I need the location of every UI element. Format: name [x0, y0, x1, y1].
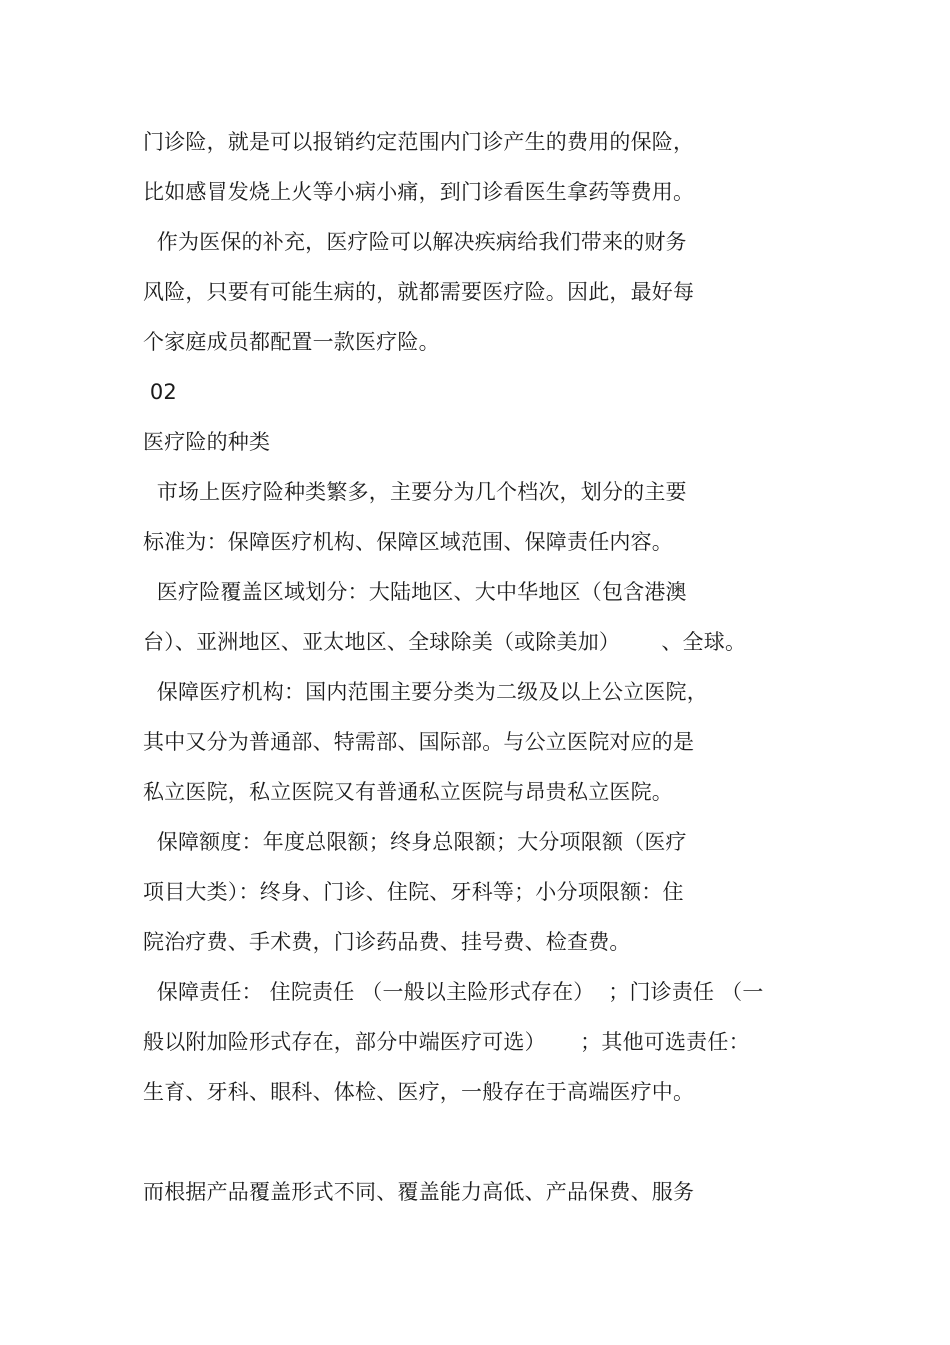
text-line: 保障额度：年度总限额；终身总限额；大分项限额（医疗: [143, 830, 687, 854]
text-line: 院治疗费、手术费，门诊药品费、挂号费、检查费。: [143, 930, 631, 954]
text-line: 项目大类）：终身、门诊、住院、牙科等；小分项限额：住: [143, 880, 684, 904]
text-line: 门诊险，就是可以报销约定范围内门诊产生的费用的保险，: [143, 130, 695, 154]
text-line: 其中又分为普通部、特需部、国际部。与公立医院对应的是: [143, 730, 695, 754]
text-line: 保障责任： 住院责任 （一般以主险形式存在） ；门诊责任 （一: [143, 980, 764, 1004]
text-line: 比如感冒发烧上火等小病小痛，到门诊看医生拿药等费用。: [143, 180, 695, 204]
text-line: 生育、牙科、眼科、体检、医疗，一般存在于高端医疗中。: [143, 1080, 695, 1104]
text-line: 保障医疗机构：国内范围主要分类为二级及以上公立医院，: [143, 680, 708, 704]
text-line: 个家庭成员都配置一款医疗险。: [143, 330, 440, 354]
text-line: 私立医院，私立医院又有普通私立医院与昂贵私立医院。: [143, 780, 673, 804]
text-line: 般以附加险形式存在，部分中端医疗可选） ；其他可选责任：: [143, 1030, 750, 1054]
section-number: 02: [143, 380, 177, 404]
text-line: 医疗险覆盖区域划分：大陆地区、大中华地区（包含港澳: [143, 580, 687, 604]
text-line: 风险，只要有可能生病的，就都需要医疗险。因此，最好每: [143, 280, 695, 304]
section-heading: 医疗险的种类: [143, 430, 271, 454]
text-line: 标准为：保障医疗机构、保障区域范围、保障责任内容。: [143, 530, 673, 554]
text-line: 而根据产品覆盖形式不同、覆盖能力高低、产品保费、服务: [143, 1180, 695, 1204]
text-line: 作为医保的补充，医疗险可以解决疾病给我们带来的财务: [143, 230, 687, 254]
text-line: 市场上医疗险种类繁多，主要分为几个档次，划分的主要: [143, 480, 687, 504]
text-line: 台）、亚洲地区、亚太地区、全球除美（或除美加） 、全球。: [143, 630, 747, 654]
